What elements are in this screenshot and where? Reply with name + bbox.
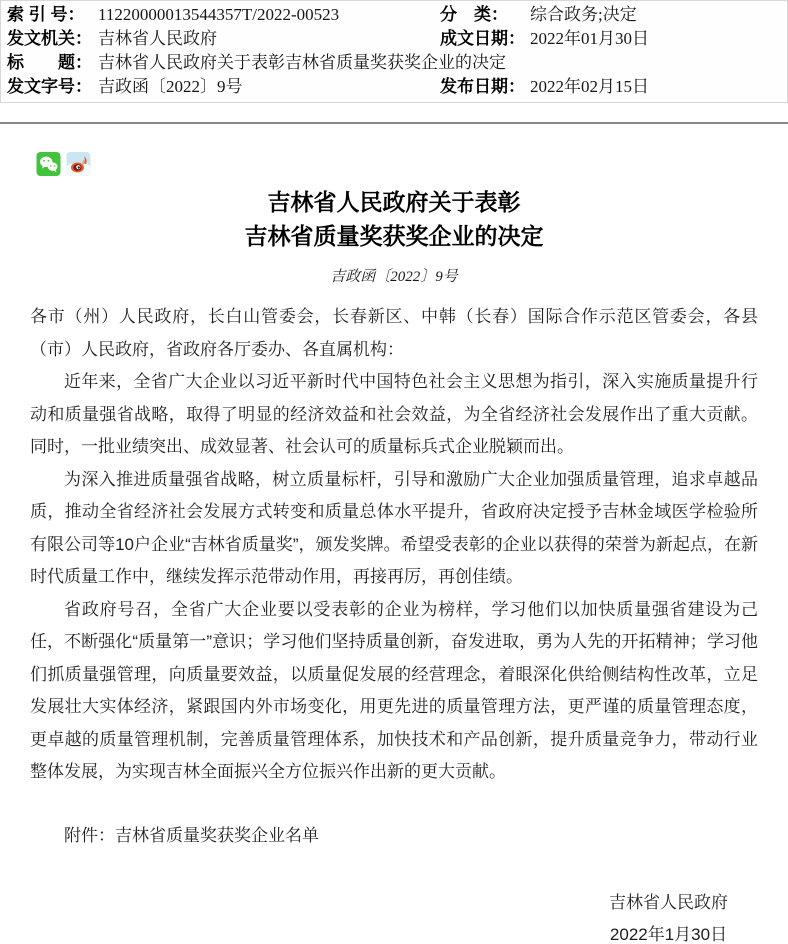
issuing-agency-value: 吉林省人民政府 bbox=[98, 29, 217, 48]
document-metadata-table bbox=[0, 0, 788, 103]
share-buttons-row bbox=[36, 151, 788, 177]
title-label: 标 题： bbox=[7, 53, 92, 72]
index-number-label: 索 引 号： bbox=[7, 5, 85, 24]
document-title-line2: 吉林省质量奖获奖企业的决定 bbox=[244, 224, 544, 249]
doc-number-value: 吉政函〔2022〕9号 bbox=[98, 77, 243, 96]
document-title bbox=[0, 186, 788, 254]
body-paragraph-2: 为深入推进质量强省战略，树立质量标杆，引导和激励广大企业加强质量管理，追求卓越品质，推动全省经济社会发展方式转变和质量总体水平提升，省政府决定授予吉林金域医学检验所有限公司等10户企业“吉林省质量奖”，颁发奖牌。希望受表彰的企业以获得的荣誉为新起点，在新时代质量工作中，继续发挥示范带动作用，再接再厉，再创佳绩。 bbox=[30, 469, 758, 586]
title-value: 吉林省人民政府关于表彰吉林省质量奖获奖企业的决定 bbox=[98, 53, 506, 72]
signature-block bbox=[609, 894, 728, 944]
document-body bbox=[30, 301, 758, 944]
attachment-note: 附件：吉林省质量奖获奖企业名单 bbox=[64, 825, 319, 845]
date-published-label: 发布日期： bbox=[440, 77, 525, 96]
index-number-value: 11220000013544357T/2022-00523 bbox=[98, 5, 340, 24]
signature-agency: 吉林省人民政府 bbox=[609, 893, 728, 912]
document-title-line1: 吉林省人民政府关于表彰 bbox=[267, 190, 521, 215]
doc-number-label: 发文字号： bbox=[7, 77, 92, 96]
date-published-value: 2022年02月15日 bbox=[530, 77, 649, 96]
wechat-share-icon[interactable] bbox=[36, 151, 61, 177]
signature-date: 2022年1月30日 bbox=[609, 925, 728, 944]
salutation: 各市（州）人民政府，长白山管委会，长春新区、中韩（长春）国际合作示范区管委会，各县（市）人民政府，省政府各厅委办、各直属机构： bbox=[30, 307, 758, 359]
category-value: 综合政务;决定 bbox=[530, 5, 637, 24]
document-number: 吉政函〔2022〕9号 bbox=[330, 269, 458, 285]
date-written-value: 2022年01月30日 bbox=[530, 29, 649, 48]
body-paragraph-3: 省政府号召，全省广大企业要以受表彰的企业为榜样，学习他们以加快质量强省建设为己任，不断强化“质量第一”意识；学习他们坚持质量创新，奋发进取，勇为人先的开拓精神；学习他们抓质量强管理，向质量要效益，以质量促发展的经营理念，着眼深化供给侧结构性改革，立足发展壮大实体经济，紧跟国内外市场变化，用更先进的质量管理方法，更严谨的质量管理态度，更卓越的质量管理机制，完善质量管理体系，加快技术和产品创新，提升质量竞争力，带动行业整体发展，为实现吉林全面振兴全方位振兴作出新的更大贡献。 bbox=[30, 599, 758, 781]
weibo-share-icon[interactable] bbox=[66, 151, 91, 177]
category-label: 分 类： bbox=[440, 5, 508, 24]
issuing-agency-label: 发文机关： bbox=[7, 29, 92, 48]
body-paragraph-1: 近年来，全省广大企业以习近平新时代中国特色社会主义思想为指引，深入实施质量提升行动和质量强省战略，取得了明显的经济效益和社会效益，为全省经济社会发展作出了重大贡献。同时，一批业绩突出、成效显著、社会认可的质量标兵式企业脱颖而出。 bbox=[30, 372, 758, 456]
header-divider bbox=[0, 122, 788, 124]
date-written-label: 成文日期： bbox=[440, 29, 525, 48]
